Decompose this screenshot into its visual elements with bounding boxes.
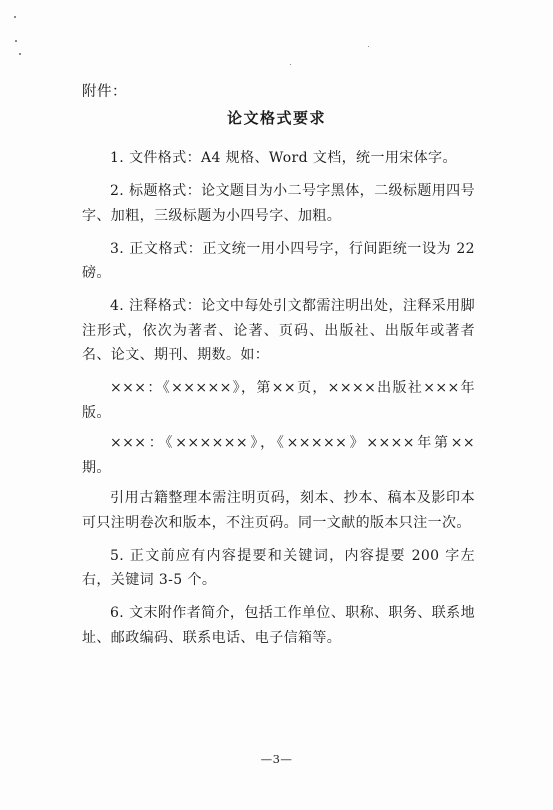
scan-speck (290, 64, 291, 65)
annex-label: 附件： (82, 84, 127, 100)
scan-speck (15, 40, 17, 42)
document-title: 论文格式要求 (226, 109, 326, 127)
paragraph-abstract-keywords: 5. 正文前应有内容提要和关键词，内容提要 200 字左右，关键词 3-5 个。 (82, 547, 475, 588)
paragraph-author-bio: 6. 文末附作者简介，包括工作单位、职称、职务、联系地址、邮政编码、联系电话、电子信箱等。 (82, 605, 475, 646)
citation-example-book: ×××：《×××××》，第××页，××××出版社×××年版。 (82, 380, 475, 421)
page-number: —3— (260, 752, 293, 766)
paragraph-note-format: 4. 注释格式：论文中每处引文都需注明出处，注释采用脚注形式，依次为著者、论著、页码、出版社、出版年或著者名、论文、期刊、期数。如： (82, 298, 475, 363)
scan-speck (19, 53, 21, 55)
paragraph-heading-format: 2. 标题格式：论文题目为小二号字黑体，二级标题用四号字、加粗，三级标题为小四号字、加粗。 (82, 183, 475, 224)
document-body (82, 146, 475, 659)
scan-speck (14, 16, 16, 18)
paragraph-ancient-texts: 引用古籍整理本需注明页码，刻本、抄本、稿本及影印本可只注明卷次和版本，不注页码。同一文献的版本只注一次。 (82, 490, 475, 531)
paragraph-file-format: 1. 文件格式：A4 规格、Word 文档，统一用宋体字。 (110, 150, 457, 166)
citation-example-journal: ×××：《××××××》，《×××××》××××年第××期。 (82, 435, 475, 476)
scan-speck (368, 46, 369, 47)
paragraph-text-format: 3. 正文格式：正文统一用小四号字，行间距统一设为 22 磅。 (82, 240, 475, 281)
